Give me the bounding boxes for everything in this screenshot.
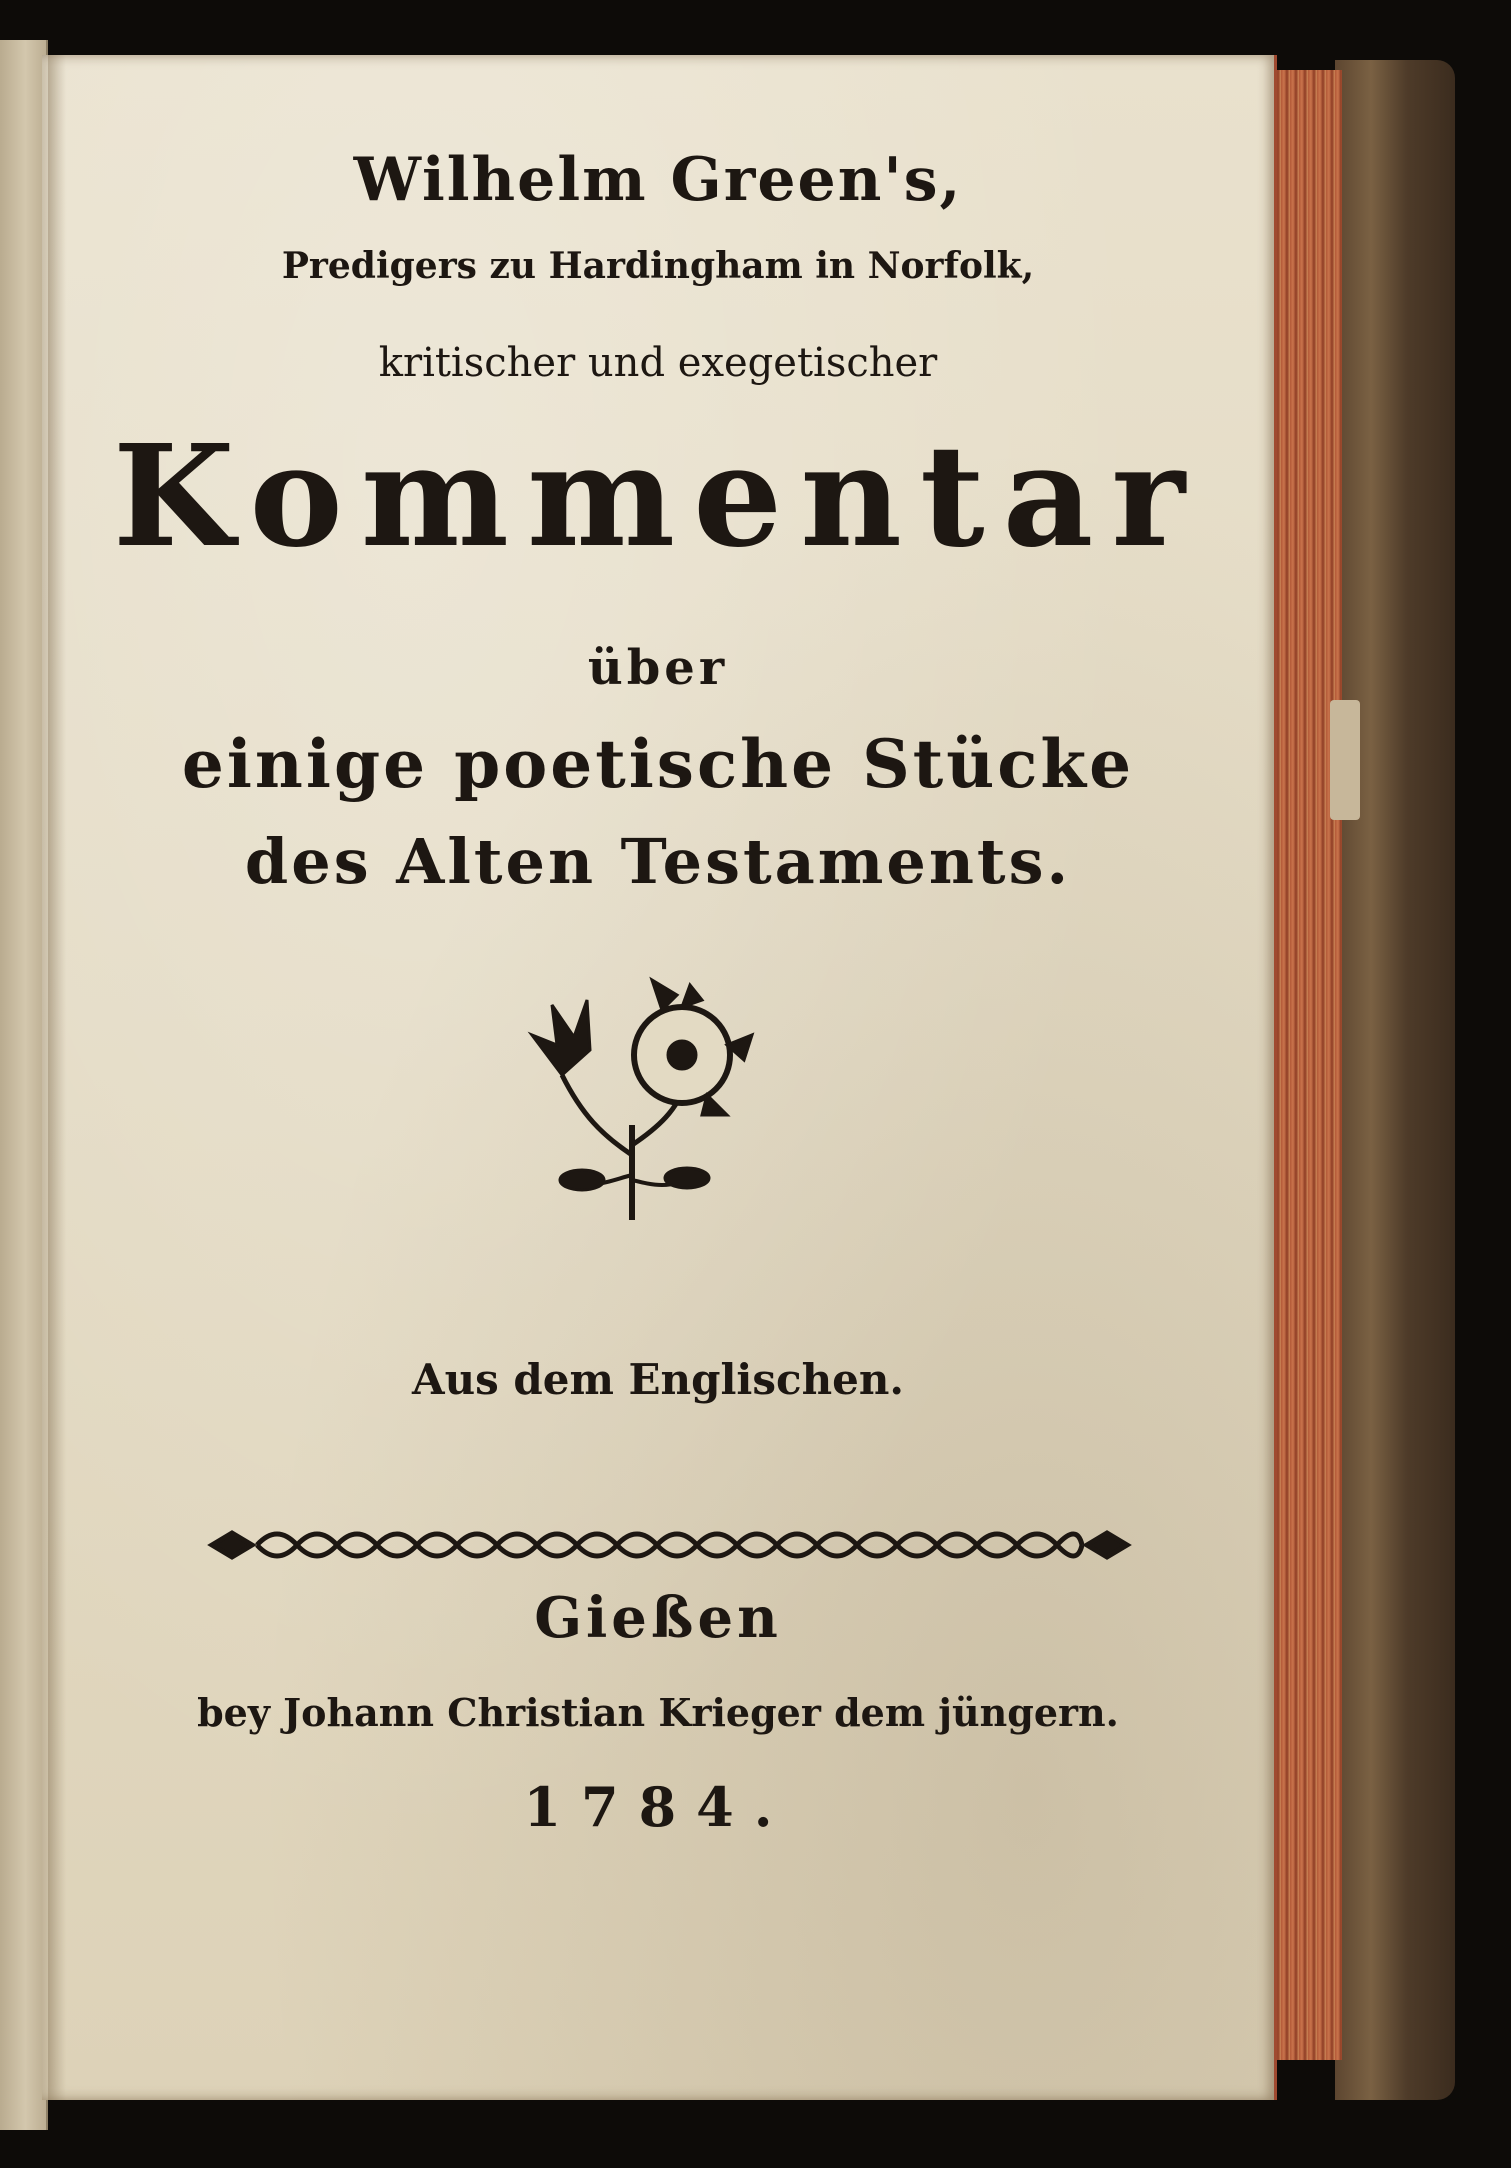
book-binding bbox=[1335, 60, 1455, 2100]
flower-ornament-icon bbox=[512, 975, 772, 1225]
imprint-publisher: bey Johann Christian Krieger dem jüngern. bbox=[197, 1690, 1119, 1735]
title-preposition: über bbox=[587, 640, 729, 696]
binding-label-tear bbox=[1330, 700, 1360, 820]
title-page bbox=[42, 55, 1277, 2100]
imprint-year: 1784. bbox=[523, 1775, 793, 1839]
imprint-city: Gießen bbox=[534, 1585, 782, 1651]
title-page-content bbox=[42, 55, 1274, 2100]
rope-divider-icon bbox=[202, 1515, 1137, 1575]
main-title: Kommentar bbox=[112, 415, 1204, 579]
left-page-edge bbox=[0, 40, 48, 2130]
red-page-edges bbox=[1270, 70, 1342, 2060]
author-role: Predigers zu Hardingham in Norfolk, bbox=[281, 245, 1035, 287]
title-adjectives: kritischer und exegetischer bbox=[378, 340, 938, 386]
subject-line-2: des Alten Testaments. bbox=[244, 825, 1072, 898]
subject-line-1: einige poetische Stücke bbox=[181, 725, 1135, 803]
author-name: Wilhelm Green's, bbox=[353, 145, 963, 215]
translation-note: Aus dem Englischen. bbox=[411, 1355, 904, 1404]
